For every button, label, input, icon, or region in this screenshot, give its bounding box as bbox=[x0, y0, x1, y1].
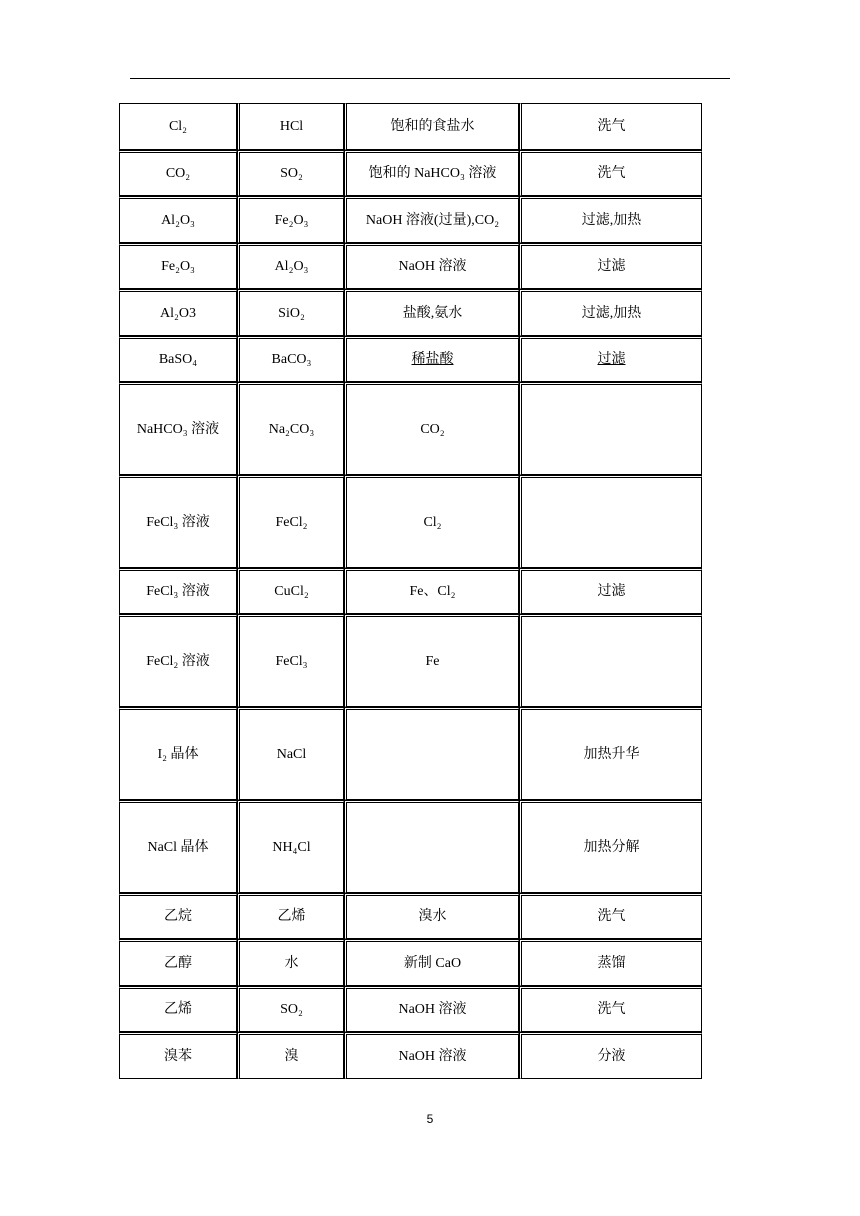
method-cell bbox=[519, 800, 702, 893]
cell-text: 过滤 bbox=[597, 259, 626, 274]
impurity-cell bbox=[237, 939, 344, 986]
reagent-cell bbox=[344, 382, 519, 475]
reagent-cell bbox=[344, 986, 519, 1032]
cell-text: FeCl₃ 溶液 bbox=[146, 514, 210, 530]
cell-text: 水 bbox=[284, 955, 299, 971]
method-cell bbox=[519, 475, 702, 568]
method-cell bbox=[519, 986, 702, 1032]
reagent-cell bbox=[344, 707, 519, 800]
cell-text: FeCl₃ bbox=[275, 653, 308, 669]
cell-text: SO₂ bbox=[280, 166, 303, 181]
cell-text: NaCl bbox=[276, 746, 307, 762]
impurity-cell bbox=[237, 243, 344, 289]
cell-text: CO₂ bbox=[420, 421, 445, 437]
impurity-target-cell bbox=[119, 614, 237, 707]
cell-text: FeCl₃ 溶液 bbox=[146, 584, 210, 599]
method-cell bbox=[519, 939, 702, 986]
impurity-cell bbox=[237, 196, 344, 243]
cell-text: Al₂O3 bbox=[160, 305, 196, 321]
reagent-cell bbox=[344, 939, 519, 986]
table-row bbox=[119, 150, 702, 196]
impurity-target-cell bbox=[119, 475, 237, 568]
cell-text: NaHCO₃ 溶液 bbox=[136, 421, 220, 437]
cell-text: 乙烯 bbox=[277, 909, 306, 924]
method-cell bbox=[519, 893, 702, 939]
cell-text: 分液 bbox=[597, 1048, 626, 1064]
impurity-cell bbox=[237, 893, 344, 939]
cell-text: Cl₂ bbox=[423, 514, 442, 530]
header-rule bbox=[130, 78, 730, 79]
table-row bbox=[119, 243, 702, 289]
impurity-target-cell bbox=[119, 103, 237, 150]
cell-text: 过滤 bbox=[597, 352, 626, 367]
method-cell bbox=[519, 707, 702, 800]
table-row bbox=[119, 986, 702, 1032]
cell-text: NH₄Cl bbox=[272, 839, 311, 855]
method-cell bbox=[519, 243, 702, 289]
cell-text: NaOH 溶液 bbox=[398, 1048, 467, 1064]
impurity-target-cell bbox=[119, 382, 237, 475]
cell-text: 乙烯 bbox=[164, 1002, 192, 1017]
cell-text: FeCl₂ bbox=[275, 514, 308, 530]
impurity-target-cell bbox=[119, 893, 237, 939]
cell-text: 盐酸,氨水 bbox=[402, 305, 463, 321]
impurity-target-cell bbox=[119, 289, 237, 336]
table-row bbox=[119, 382, 702, 475]
cell-text: SO₂ bbox=[280, 1002, 303, 1017]
cell-text: NaOH 溶液(过量),CO₂ bbox=[365, 212, 500, 228]
method-cell bbox=[519, 336, 702, 382]
cell-text: Na₂CO₃ bbox=[268, 421, 315, 437]
impurity-cell bbox=[237, 614, 344, 707]
reagent-cell bbox=[344, 614, 519, 707]
cell-text: 洗气 bbox=[597, 118, 626, 134]
impurity-cell bbox=[237, 1032, 344, 1079]
cell-text: 新制 CaO bbox=[403, 955, 462, 971]
impurity-cell bbox=[237, 707, 344, 800]
table-row bbox=[119, 1032, 702, 1079]
cell-text: HCl bbox=[279, 118, 304, 134]
method-cell bbox=[519, 614, 702, 707]
cell-text: 加热升华 bbox=[583, 746, 640, 762]
table-row bbox=[119, 614, 702, 707]
table-row bbox=[119, 893, 702, 939]
cell-text: Fe bbox=[425, 653, 440, 669]
cell-text: SiO₂ bbox=[278, 305, 305, 321]
method-cell bbox=[519, 1032, 702, 1079]
cell-text: 溴 bbox=[284, 1048, 299, 1064]
table-row bbox=[119, 475, 702, 568]
method-cell bbox=[519, 196, 702, 243]
cell-text: 饱和的 NaHCO₃ 溶液 bbox=[368, 166, 497, 181]
cell-text: CO₂ bbox=[165, 166, 191, 181]
impurity-target-cell bbox=[119, 1032, 237, 1079]
cell-text: NaOH 溶液 bbox=[398, 259, 467, 274]
table-row bbox=[119, 336, 702, 382]
reagent-cell bbox=[344, 568, 519, 614]
cell-text: 溴苯 bbox=[164, 1048, 192, 1064]
method-cell bbox=[519, 382, 702, 475]
cell-text: Fe、Cl₂ bbox=[409, 584, 456, 599]
table-row bbox=[119, 196, 702, 243]
cell-text: 稀盐酸 bbox=[411, 352, 454, 367]
reagent-cell bbox=[344, 150, 519, 196]
cell-text: Al₂O₃ bbox=[161, 212, 195, 228]
impurity-target-cell bbox=[119, 986, 237, 1032]
cell-text: CuCl₂ bbox=[274, 584, 309, 599]
cell-text: 洗气 bbox=[597, 166, 626, 181]
reagent-cell bbox=[344, 196, 519, 243]
cell-text: NaOH 溶液 bbox=[398, 1002, 467, 1017]
impurity-cell bbox=[237, 568, 344, 614]
separation-table bbox=[119, 103, 702, 1079]
impurity-target-cell bbox=[119, 336, 237, 382]
cell-text: 加热分解 bbox=[583, 839, 640, 855]
page-number: 5 bbox=[426, 1112, 434, 1126]
impurity-target-cell bbox=[119, 150, 237, 196]
impurity-cell bbox=[237, 382, 344, 475]
method-cell bbox=[519, 568, 702, 614]
cell-text: Al₂O₃ bbox=[274, 259, 309, 274]
impurity-cell bbox=[237, 986, 344, 1032]
cell-text: Fe₂O₃ bbox=[274, 212, 309, 228]
cell-text: 洗气 bbox=[597, 1002, 626, 1017]
method-cell bbox=[519, 150, 702, 196]
method-cell bbox=[519, 103, 702, 150]
impurity-target-cell bbox=[119, 939, 237, 986]
reagent-cell bbox=[344, 893, 519, 939]
cell-text: 乙醇 bbox=[164, 955, 192, 971]
cell-text: 过滤,加热 bbox=[581, 305, 642, 321]
cell-text: BaCO₃ bbox=[271, 352, 312, 367]
impurity-cell bbox=[237, 103, 344, 150]
impurity-target-cell bbox=[119, 568, 237, 614]
cell-text: 蒸馏 bbox=[597, 955, 626, 971]
cell-text: FeCl₂ 溶液 bbox=[146, 653, 210, 669]
table-row bbox=[119, 707, 702, 800]
cell-text: 过滤,加热 bbox=[581, 212, 642, 228]
cell-text: I₂ 晶体 bbox=[157, 746, 199, 762]
impurity-cell bbox=[237, 336, 344, 382]
cell-text: 乙烷 bbox=[164, 909, 192, 924]
cell-text: 过滤 bbox=[597, 584, 626, 599]
reagent-cell bbox=[344, 1032, 519, 1079]
impurity-target-cell bbox=[119, 800, 237, 893]
table-row bbox=[119, 800, 702, 893]
impurity-cell bbox=[237, 475, 344, 568]
reagent-cell bbox=[344, 289, 519, 336]
reagent-cell bbox=[344, 103, 519, 150]
reagent-cell bbox=[344, 475, 519, 568]
reagent-cell bbox=[344, 800, 519, 893]
table-row bbox=[119, 939, 702, 986]
impurity-target-cell bbox=[119, 707, 237, 800]
cell-text: Cl₂ bbox=[168, 118, 188, 134]
table-row bbox=[119, 568, 702, 614]
cell-text: 溴水 bbox=[418, 909, 447, 924]
cell-text: 洗气 bbox=[597, 909, 626, 924]
cell-text: BaSO₄ bbox=[158, 352, 198, 367]
reagent-cell bbox=[344, 336, 519, 382]
impurity-cell bbox=[237, 150, 344, 196]
cell-text: 饱和的食盐水 bbox=[390, 118, 475, 134]
method-cell bbox=[519, 289, 702, 336]
impurity-cell bbox=[237, 800, 344, 893]
impurity-target-cell bbox=[119, 196, 237, 243]
impurity-cell bbox=[237, 289, 344, 336]
reagent-cell bbox=[344, 243, 519, 289]
table-row bbox=[119, 289, 702, 336]
impurity-target-cell bbox=[119, 243, 237, 289]
cell-text: Fe₂O₃ bbox=[161, 259, 195, 274]
cell-text: NaCl 晶体 bbox=[147, 839, 209, 855]
table-row bbox=[119, 103, 702, 150]
